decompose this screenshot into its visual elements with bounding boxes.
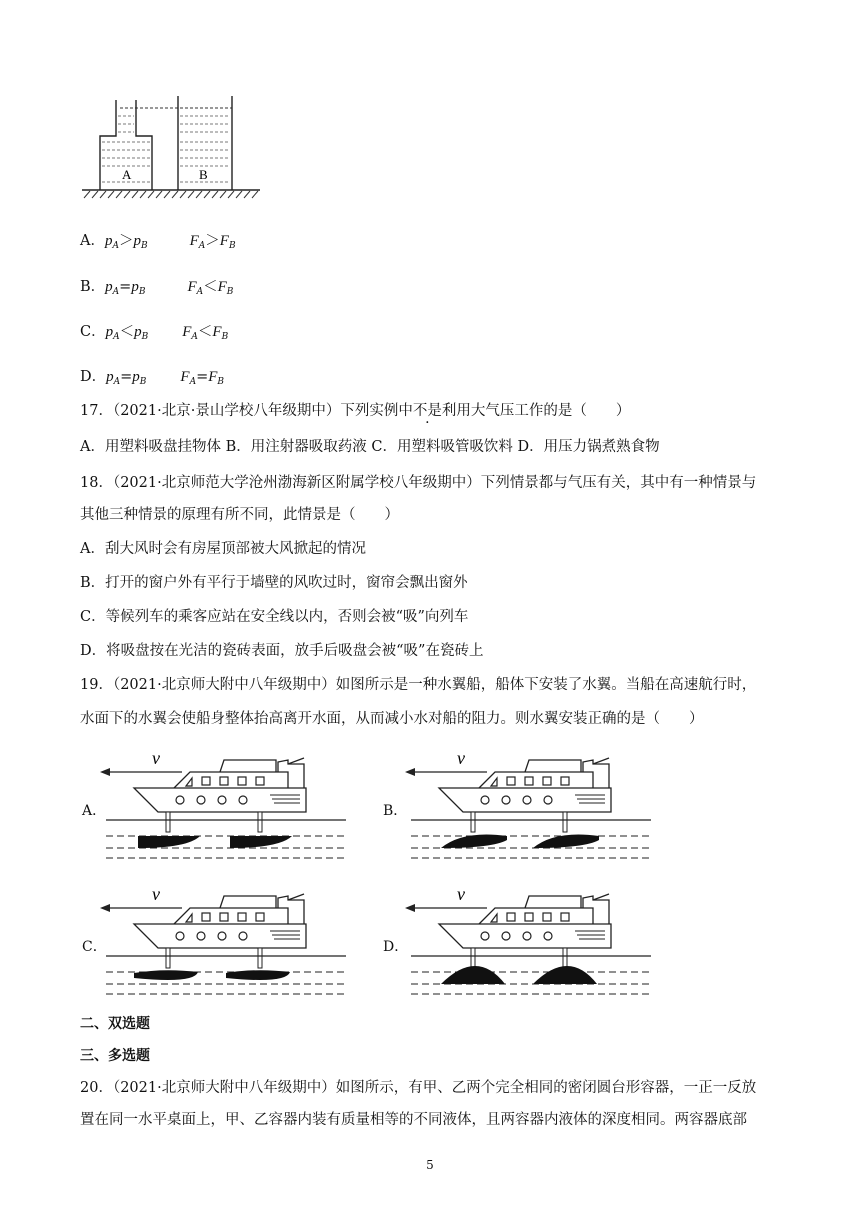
q18-option-b: B．打开的窗户外有平行于墙壁的风吹过时，窗帘会飘出窗外 (80, 575, 468, 591)
container-b-label: B (199, 167, 208, 182)
hydrofoil-boat-a (100, 744, 350, 860)
q17-options: A．用塑料吸盘挂物体 B．用注射器吸取药液 C．用塑料吸管吸饮料 D．用压力锅煮熟食物 (80, 439, 660, 455)
page-number: 5 (426, 1158, 434, 1172)
q18-stem-line2: 其他三种情景的原理有所不同，此情景是（ ） (80, 507, 399, 523)
q19-stem-line2: 水面下的水翼会使船身整体抬高离开水面，从而减小水对船的阻力。则水翼安装正确的是（ ） (80, 711, 704, 727)
section-double-choice: 二、双选题 (80, 1016, 150, 1032)
q16-option-c: C．$p_A<p_B$ $F_A<F_B$ (80, 324, 229, 342)
q18-option-c: C．等候列车的乘客应站在安全线以内，否则会被“吸”向列车 (80, 609, 469, 625)
q17-emphasis: 不是 (412, 403, 442, 419)
q19-choice-label-b: B． (383, 803, 408, 819)
q18-stem-line1: 18．（2021·北京师范大学沧州渤海新区附属学校八年级期中）下列情景都与气压有关，其中有一种情景与 (80, 475, 757, 491)
q20-stem-line2: 置在同一水平桌面上，甲、乙容器内装有质量相等的不同液体，且两容器内液体的深度相同。两容器底部 (80, 1112, 747, 1128)
q20-stem-line1: 20．（2021·北京师大附中八年级期中）如图所示，有甲、乙两个完全相同的密闭圆台形容器，一正一反放 (80, 1080, 757, 1096)
hydrofoil-boat-c (100, 880, 350, 996)
velocity-symbol: v (457, 884, 465, 904)
q16-option-a: A．$p_A>p_B$ $F_A>F_B$ (80, 233, 236, 251)
q16-option-d: D．$p_A=p_B$ $F_A=F_B$ (80, 369, 225, 387)
velocity-symbol: v (457, 748, 465, 768)
q16-option-b: B．$p_A=p_B$ $F_A<F_B$ (80, 279, 234, 297)
hydrofoil-boat-d (405, 880, 655, 996)
velocity-symbol: v (152, 884, 160, 904)
q19-choice-label-c: C． (82, 939, 107, 955)
velocity-symbol: v (152, 748, 160, 768)
q19-choice-label-d: D． (383, 939, 409, 955)
containers-diagram (80, 94, 264, 202)
q19-stem-line1: 19．（2021·北京师大附中八年级期中）如图所示是一种水翼船，船体下安装了水翼。当船在高速航行时， (80, 677, 757, 693)
hydrofoil-boat-b (405, 744, 655, 860)
q18-option-d: D．将吸盘按在光洁的瓷砖表面，放手后吸盘会被“吸”在瓷砖上 (80, 643, 484, 659)
q17-stem: 17．（2021·北京·景山学校八年级期中）下列实例中不是利用大气压工作的是（ ） (80, 403, 631, 419)
q19-choice-label-a: A． (82, 803, 107, 819)
section-multi-choice: 三、多选题 (80, 1048, 150, 1064)
q18-option-a: A．刮大风时会有房屋顶部被大风掀起的情况 (80, 541, 366, 557)
container-a-label: A (122, 167, 132, 182)
